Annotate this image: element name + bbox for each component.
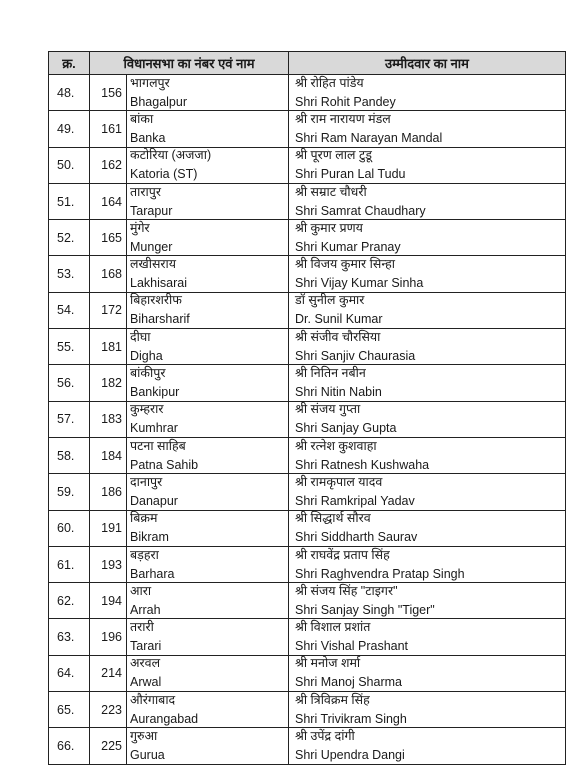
- candidate-cell: [289, 147, 566, 183]
- serial-number: 61.: [49, 546, 90, 582]
- table-row: [49, 655, 566, 691]
- candidate-cell: [289, 655, 566, 691]
- constituency-name-english: Katoria (ST): [130, 167, 198, 182]
- table-row: [49, 75, 566, 111]
- candidate-cell: [289, 437, 566, 473]
- candidate-name-english: Shri Ratnesh Kushwaha: [295, 457, 430, 472]
- constituency-name-hindi: तरारी: [130, 620, 154, 635]
- constituency-name-hindi: गुरुआ: [130, 728, 158, 743]
- constituency-name-hindi: बिहारशरीफ: [130, 293, 182, 308]
- candidate-name-english: Shri Sanjay Singh "Tiger": [295, 602, 435, 617]
- table-row: [49, 220, 566, 256]
- constituency-name-english: Gurua: [130, 747, 165, 762]
- constituency-number: 165: [90, 220, 127, 256]
- candidate-name-hindi: श्री नितिन नबीन: [295, 366, 366, 381]
- candidate-name-hindi: श्री संजय गुप्ता: [295, 402, 361, 417]
- serial-number: 60.: [49, 510, 90, 546]
- table-row: [49, 365, 566, 401]
- header-constituency: विधानसभा का नंबर एवं नाम: [90, 52, 289, 75]
- constituency-name-hindi: बांका: [130, 111, 154, 126]
- constituency-number: 164: [90, 183, 127, 219]
- serial-number: 59.: [49, 474, 90, 510]
- constituency-name-english: Patna Sahib: [130, 457, 199, 472]
- constituency-name-hindi: आरा: [130, 583, 152, 598]
- constituency-name-english: Digha: [130, 348, 163, 363]
- candidate-name-english: Shri Sanjiv Chaurasia: [295, 348, 416, 363]
- serial-number: 66.: [49, 728, 90, 764]
- table-row: [49, 692, 566, 728]
- constituency-number: 186: [90, 474, 127, 510]
- candidate-name-english: Shri Trivikram Singh: [295, 711, 407, 726]
- constituency-cell: [127, 619, 289, 655]
- constituency-name-hindi: कटोरिया (अजजा): [130, 148, 212, 163]
- serial-number: 55.: [49, 329, 90, 365]
- table-row: [49, 401, 566, 437]
- candidate-name-english: Shri Sanjay Gupta: [295, 421, 397, 436]
- constituency-cell: [127, 474, 289, 510]
- constituency-name-hindi: मुंगेर: [130, 220, 150, 235]
- table-row: [49, 510, 566, 546]
- constituency-name-english: Bankipur: [130, 385, 180, 400]
- candidate-name-hindi: श्री राम नारायण मंडल: [295, 111, 391, 126]
- candidate-name-hindi: श्री संजीव चौरसिया: [295, 329, 381, 344]
- table-row: [49, 183, 566, 219]
- candidate-name-hindi: श्री त्रिविक्रम सिंह: [295, 692, 370, 707]
- candidate-name-english: Shri Siddharth Saurav: [295, 530, 418, 545]
- constituency-name-english: Barhara: [130, 566, 175, 581]
- candidate-name-hindi: श्री विशाल प्रशांत: [295, 620, 371, 635]
- constituency-number: 194: [90, 583, 127, 619]
- candidate-cell: [289, 256, 566, 292]
- candidate-name-english: Shri Samrat Chaudhary: [295, 203, 426, 218]
- candidate-name-english: Shri Puran Lal Tudu: [295, 167, 406, 182]
- candidate-name-hindi: श्री सम्राट चौधरी: [295, 184, 367, 199]
- constituency-cell: [127, 401, 289, 437]
- candidate-table: [48, 51, 566, 765]
- table-row: [49, 437, 566, 473]
- constituency-number: 196: [90, 619, 127, 655]
- constituency-name-hindi: बांकीपुर: [130, 366, 166, 381]
- constituency-name-english: Biharsharif: [130, 312, 190, 327]
- constituency-name-hindi: तारापुर: [130, 184, 161, 199]
- constituency-name-english: Tarari: [130, 639, 162, 654]
- serial-number: 63.: [49, 619, 90, 655]
- constituency-number: 183: [90, 401, 127, 437]
- constituency-name-english: Munger: [130, 239, 173, 254]
- table-row: [49, 147, 566, 183]
- constituency-name-english: Bikram: [130, 530, 169, 545]
- constituency-name-hindi: भागलपुर: [130, 75, 170, 90]
- candidate-name-hindi: श्री रामकृपाल यादव: [295, 474, 383, 489]
- candidate-cell: [289, 183, 566, 219]
- candidate-name-english: Shri Ram Narayan Mandal: [295, 130, 443, 145]
- table-row: [49, 583, 566, 619]
- header-row: [49, 52, 566, 75]
- constituency-number: 193: [90, 546, 127, 582]
- constituency-cell: [127, 147, 289, 183]
- serial-number: 52.: [49, 220, 90, 256]
- candidate-cell: [289, 474, 566, 510]
- candidate-name-hindi: श्री कुमार प्रणय: [295, 220, 363, 235]
- header-serial: क्र.: [49, 52, 90, 75]
- serial-number: 64.: [49, 655, 90, 691]
- constituency-name-english: Aurangabad: [130, 711, 199, 726]
- candidate-cell: [289, 510, 566, 546]
- serial-number: 50.: [49, 147, 90, 183]
- serial-number: 65.: [49, 692, 90, 728]
- table-row: [49, 111, 566, 147]
- constituency-name-hindi: दीघा: [130, 329, 151, 344]
- constituency-cell: [127, 329, 289, 365]
- constituency-cell: [127, 111, 289, 147]
- table-row: [49, 619, 566, 655]
- candidate-name-hindi: श्री संजय सिंह "टाइगर": [295, 583, 398, 598]
- candidate-name-hindi: श्री राघवेंद्र प्रताप सिंह: [295, 547, 390, 562]
- candidate-name-english: Shri Ramkripal Yadav: [295, 493, 415, 508]
- table-row: [49, 546, 566, 582]
- constituency-number: 156: [90, 75, 127, 111]
- serial-number: 58.: [49, 437, 90, 473]
- table-row: [49, 292, 566, 328]
- constituency-name-hindi: बिक्रम: [130, 511, 158, 526]
- constituency-name-hindi: अरवल: [130, 656, 161, 671]
- candidate-name-english: Shri Upendra Dangi: [295, 747, 405, 762]
- constituency-cell: [127, 183, 289, 219]
- serial-number: 62.: [49, 583, 90, 619]
- constituency-name-hindi: लखीसराय: [130, 257, 176, 272]
- constituency-cell: [127, 728, 289, 764]
- constituency-cell: [127, 256, 289, 292]
- candidate-name-hindi: श्री रोहित पांडेय: [295, 75, 364, 90]
- constituency-name-english: Tarapur: [130, 203, 173, 218]
- constituency-cell: [127, 437, 289, 473]
- constituency-number: 225: [90, 728, 127, 764]
- candidate-name-english: Shri Manoj Sharma: [295, 675, 402, 690]
- constituency-name-english: Danapur: [130, 493, 178, 508]
- serial-number: 57.: [49, 401, 90, 437]
- constituency-number: 223: [90, 692, 127, 728]
- constituency-name-hindi: बड़हरा: [130, 547, 159, 562]
- candidate-name-hindi: डॉ सुनील कुमार: [295, 293, 365, 308]
- candidate-cell: [289, 546, 566, 582]
- candidate-cell: [289, 292, 566, 328]
- candidate-name-english: Shri Vijay Kumar Sinha: [295, 276, 424, 291]
- candidate-cell: [289, 619, 566, 655]
- candidate-name-hindi: श्री विजय कुमार सिन्हा: [295, 257, 395, 272]
- serial-number: 56.: [49, 365, 90, 401]
- candidate-name-hindi: श्री उपेंद्र दांगी: [295, 728, 355, 743]
- constituency-name-hindi: औरंगाबाद: [130, 692, 176, 707]
- constituency-number: 214: [90, 655, 127, 691]
- candidate-list-sheet: [48, 51, 566, 765]
- constituency-name-hindi: दानापुर: [130, 474, 163, 489]
- candidate-cell: [289, 220, 566, 256]
- constituency-cell: [127, 583, 289, 619]
- candidate-name-english: Shri Raghvendra Pratap Singh: [295, 566, 465, 581]
- candidate-cell: [289, 111, 566, 147]
- constituency-name-english: Lakhisarai: [130, 276, 187, 291]
- constituency-name-english: Arrah: [130, 602, 161, 617]
- candidate-name-hindi: श्री सिद्धार्थ सौरव: [295, 511, 371, 526]
- candidate-cell: [289, 583, 566, 619]
- constituency-name-english: Bhagalpur: [130, 94, 187, 109]
- constituency-number: 182: [90, 365, 127, 401]
- serial-number: 49.: [49, 111, 90, 147]
- candidate-name-hindi: श्री रत्नेश कुशवाहा: [295, 438, 377, 453]
- serial-number: 48.: [49, 75, 90, 111]
- serial-number: 51.: [49, 183, 90, 219]
- table-body: [49, 75, 566, 765]
- candidate-name-english: Shri Nitin Nabin: [295, 385, 382, 400]
- candidate-name-english: Shri Vishal Prashant: [295, 639, 409, 654]
- constituency-cell: [127, 292, 289, 328]
- table-row: [49, 474, 566, 510]
- constituency-number: 181: [90, 329, 127, 365]
- constituency-number: 162: [90, 147, 127, 183]
- constituency-number: 168: [90, 256, 127, 292]
- candidate-cell: [289, 401, 566, 437]
- candidate-cell: [289, 75, 566, 111]
- candidate-name-hindi: श्री मनोज शर्मा: [295, 656, 361, 671]
- table-row: [49, 728, 566, 764]
- constituency-number: 161: [90, 111, 127, 147]
- candidate-cell: [289, 728, 566, 764]
- constituency-cell: [127, 692, 289, 728]
- constituency-name-english: Kumhrar: [130, 421, 178, 436]
- candidate-name-english: Dr. Sunil Kumar: [295, 312, 383, 327]
- constituency-name-hindi: पटना साहिब: [130, 438, 186, 453]
- table-row: [49, 329, 566, 365]
- candidate-name-english: Shri Rohit Pandey: [295, 94, 396, 109]
- constituency-cell: [127, 365, 289, 401]
- constituency-cell: [127, 75, 289, 111]
- constituency-cell: [127, 510, 289, 546]
- constituency-number: 191: [90, 510, 127, 546]
- table-header: [49, 52, 566, 75]
- candidate-cell: [289, 365, 566, 401]
- constituency-number: 184: [90, 437, 127, 473]
- serial-number: 53.: [49, 256, 90, 292]
- constituency-cell: [127, 220, 289, 256]
- candidate-cell: [289, 692, 566, 728]
- candidate-name-english: Shri Kumar Pranay: [295, 239, 401, 254]
- table-row: [49, 256, 566, 292]
- constituency-name-hindi: कुम्हरार: [130, 402, 164, 417]
- header-candidate: उम्मीदवार का नाम: [289, 52, 566, 75]
- constituency-cell: [127, 655, 289, 691]
- constituency-number: 172: [90, 292, 127, 328]
- candidate-name-hindi: श्री पूरण लाल टुडू: [295, 148, 372, 163]
- constituency-name-english: Arwal: [130, 675, 162, 690]
- constituency-cell: [127, 546, 289, 582]
- constituency-name-english: Banka: [130, 130, 166, 145]
- serial-number: 54.: [49, 292, 90, 328]
- candidate-cell: [289, 329, 566, 365]
